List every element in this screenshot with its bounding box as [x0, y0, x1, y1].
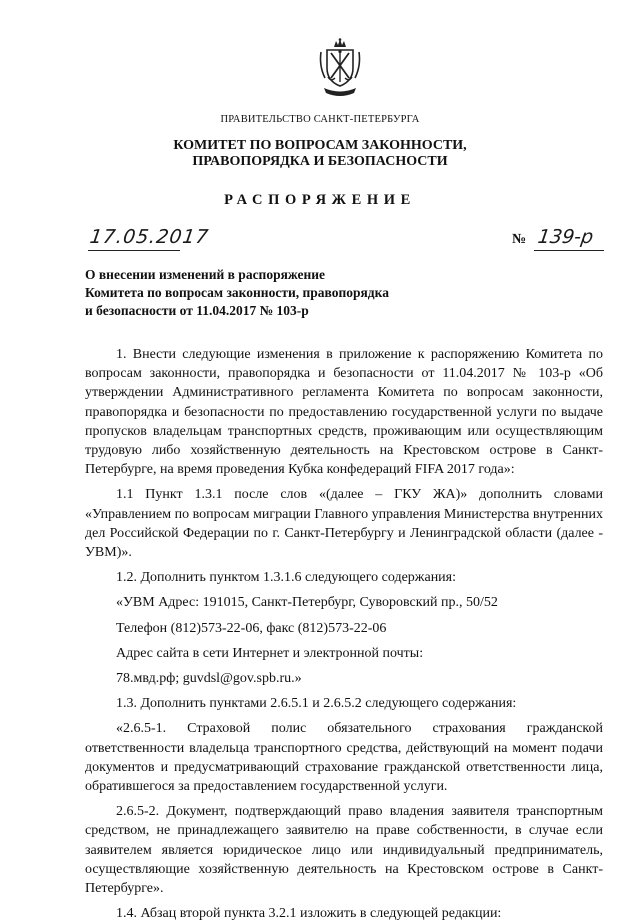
date-underline [88, 250, 180, 251]
paragraph-1-4: 1.4. Абзац второй пункта 3.2.1 изложить в следующей редакции: [116, 906, 502, 922]
document-date: 17.05.2017 [88, 226, 211, 248]
subject-line-3: и безопасности от 11.04.2017 № 103-р [85, 303, 309, 318]
paragraph-uvm-site: 78.мвд.рф; guvdsl@gov.spb.ru.» [116, 671, 302, 687]
subject-line-1: О внесении изменений в распоряжение [85, 267, 326, 282]
document-number-value: 139-р [536, 226, 595, 248]
number-underline [534, 250, 604, 251]
paragraph-uvm-address: «УВМ Адрес: 191015, Санкт-Петербург, Суворовский пр., 50/52 [116, 595, 498, 611]
committee-name [0, 138, 640, 170]
paragraph-2-6-5-1: «2.6.5-1. Страховой полис обязательного страхования гражданской ответственности владельца транспортного средства, действующий на момент подачи документов и предусматривающий страхование гражданской ответственности лица, обратившегося за предоставлением государственной услуги. [85, 721, 603, 795]
paragraph-uvm-phone: Телефон (812)573-22-06, факс (812)573-22-06 [116, 620, 387, 636]
paragraph-2-6-5-2: 2.6.5-2. Документ, подтверждающий право владения заявителя транспортным средством, не принадлежащего заявителю на праве собственности, в случае если заявителем является юридическое лицо или индивидуальный предприниматель, осуществляющие хозяйственную деятельность на Крестовском острове в Санкт-Петербурге». [85, 804, 603, 897]
committee-name-line-1: КОМИТЕТ ПО ВОПРОСАМ ЗАКОННОСТИ, [173, 138, 467, 153]
document-type-title: РАСПОРЯЖЕНИЕ [224, 192, 416, 208]
paragraph-uvm-site-label: Адрес сайта в сети Интернет и электронной почты: [116, 645, 424, 661]
number-sign: № [512, 232, 527, 247]
committee-name-line-2: ПРАВОПОРЯДКА И БЕЗОПАСНОСТИ [192, 154, 448, 169]
paragraph-1: 1. Внести следующие изменения в приложение к распоряжению Комитета по вопросам законности, правопорядка и безопасности от 11.04.2017 № 103-р «Об утверждении Административного регламента Комитета по вопросам законности, правопорядка и безопасности по предоставлению государственной услуги по выдаче пропусков владельцам транспортных средств, проживающим или осуществляющим трудовую либо хозяйственную деятельность на Крестовском острове в Санкт-Петербурге, на время проведения Кубка конфедераций FIFA 2017 года»: [85, 347, 603, 478]
paragraph-1-1: 1.1 Пункт 1.3.1 после слов «(далее – ГКУ ЖА)» дополнить словами «Управлением по вопросам миграции Главного управления Министерства внутренних дел Российской Федерации по г. Санкт-Петербургу и Ленинградской области (далее - УВМ)». [85, 487, 603, 561]
document-body [85, 345, 603, 923]
subject-line-2: Комитета по вопросам законности, правопорядка [85, 285, 389, 300]
government-name: ПРАВИТЕЛЬСТВО САНКТ-ПЕТЕРБУРГА [220, 114, 420, 125]
document-subject [85, 266, 425, 320]
st-petersburg-coat-of-arms-icon [318, 38, 362, 100]
paragraph-1-3: 1.3. Дополнить пунктами 2.6.5.1 и 2.6.5.2 следующего содержания: [116, 696, 517, 712]
paragraph-1-2: 1.2. Дополнить пунктом 1.3.1.6 следующего содержания: [116, 570, 457, 586]
